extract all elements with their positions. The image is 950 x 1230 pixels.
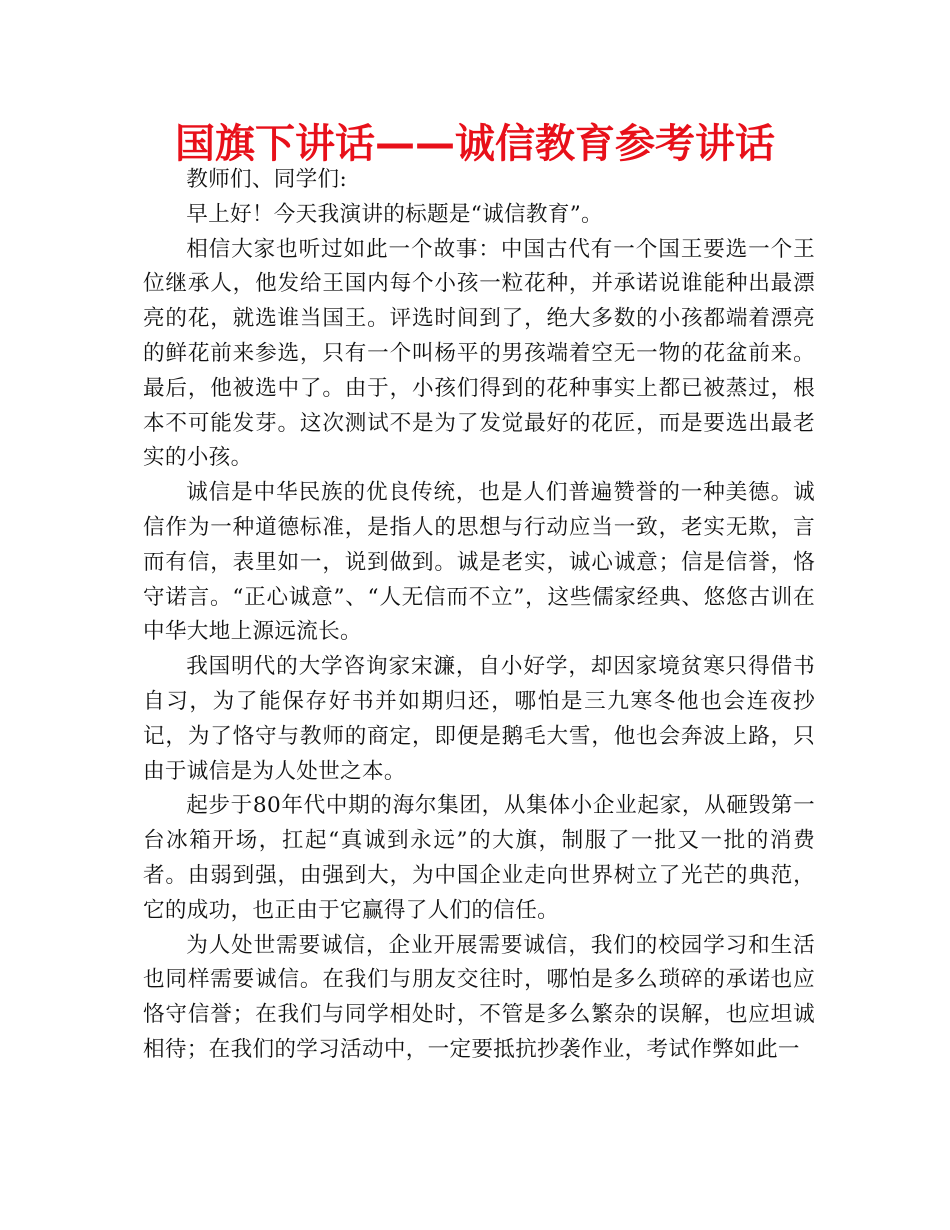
paragraph-greeting: 教师们、同学们: xyxy=(186,167,348,192)
paragraph-songlian: 我国明代的大学咨询家宋濂，自小好学，却因家境贫寒只得借书自习，为了能保存好书并如期归还，哪怕是三九寒冬他也会连夜抄记，为了恪守与教师的商定，即便是鹅毛大雪，他也会奔波上路，只由于诚信是为人处世之本。 xyxy=(143,654,815,784)
paragraph-campus: 为人处世需要诚信，企业开展需要诚信，我们的校园学习和生活也同样需要诚信。在我们与朋友交往时，哪怕是多么琐碎的承诺也应恪守信誉；在我们与同学相处时，不管是多么繁杂的误解，也应坦诚相待；在我们的学习活动中，一定要抵抗抄袭作业，考试作弊如此一 xyxy=(143,932,815,1062)
document-body xyxy=(143,163,815,1068)
paragraph-tradition: 诚信是中华民族的优良传统，也是人们普遍赞誉的一种美德。诚信作为一种道德标准，是指人的思想与行动应当一致，老实无欺，言而有信，表里如一，说到做到。诚是老实，诚心诚意；信是信誉，恪守诺言。“正心诚意”、“人无信而不立”，这些儒家经典、悠悠古训在中华大地上源远流长。 xyxy=(143,480,815,645)
paragraph-haier: 起步于80年代中期的海尔集团，从集体小企业起家，从砸毁第一台冰箱开场，扛起“真诚到永远”的大旗，制服了一批又一批的消费者。由弱到强，由强到大，为中国企业走向世界树立了光芒的典范，它的成功，也正由于它赢得了人们的信任。 xyxy=(143,793,815,923)
paragraph-opening: 早上好！今天我演讲的标题是“诚信教育”。 xyxy=(186,201,603,227)
document-title: 国旗下讲话——诚信教育参考讲话 xyxy=(175,121,775,167)
paragraph-story: 相信大家也听过如此一个故事：中国古代有一个国王要选一个王位继承人，他发给王国内每个小孩一粒花种，并承诺说谁能种出最漂亮的花，就选谁当国王。评选时间到了，绝大多数的小孩都端着漂亮的鲜花前来参选，只有一个叫杨平的男孩端着空无一物的花盆前来。最后，他被选中了。由于，小孩们得到的花种事实上都已被蒸过，根本不可能发芽。这次测试不是为了发觉最好的花匠，而是要选出最老实的小孩。 xyxy=(143,236,815,471)
